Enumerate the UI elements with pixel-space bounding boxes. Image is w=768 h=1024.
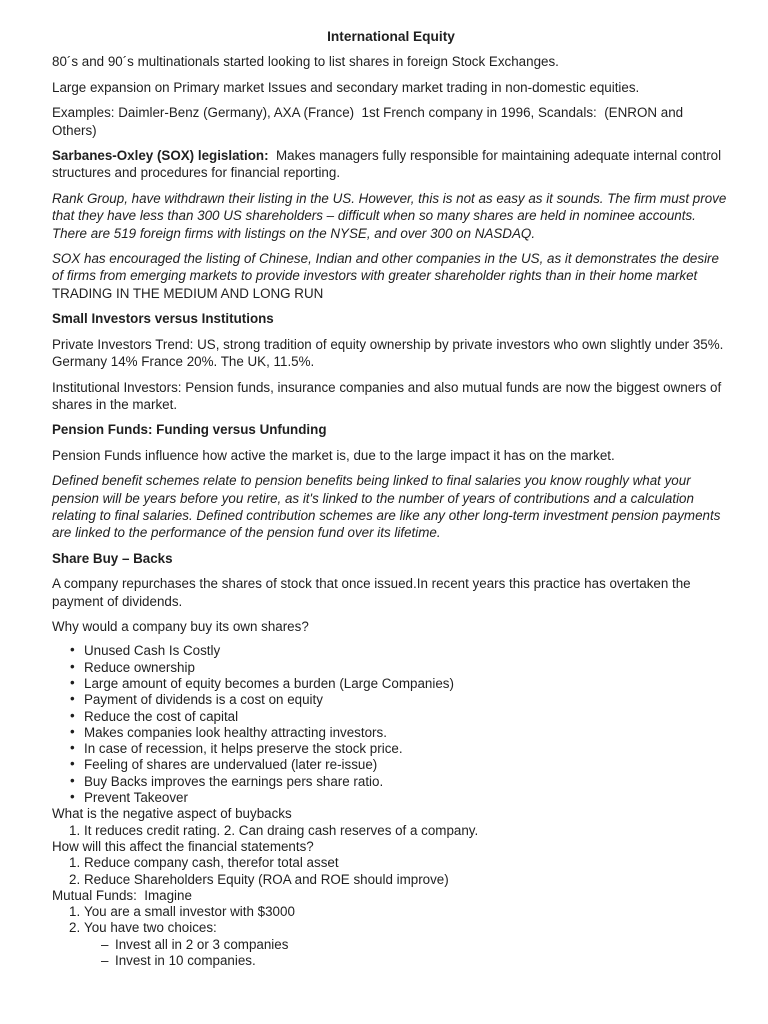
heading-small-investors: Small Investors versus Institutions [52, 311, 274, 327]
mutual-funds-steps-list [52, 904, 730, 937]
heading-pension-funds: Pension Funds: Funding versus Unfunding [52, 422, 327, 438]
numbered-item: Reduce Shareholders Equity (ROA and ROE should improve) [84, 871, 449, 887]
financial-statements-list [52, 855, 730, 888]
doc-title: International Equity [327, 29, 455, 44]
intro-paragraph-1: 80´s and 90´s multinationals started looking to list shares in foreign Stock Exchanges. [52, 54, 559, 70]
buybacks-negative-intro: What is the negative aspect of buybacks [52, 806, 292, 822]
pension-influence-paragraph: Pension Funds influence how active the market is, due to the large impact it has on the market. [52, 447, 615, 463]
sox-legislation-body: Makes managers fully responsible for maintaining adequate internal control structures and procedures for financial reporting. [52, 148, 725, 181]
bullet-item: • Prevent Takeover [69, 790, 730, 806]
private-investors-paragraph: Private Investors Trend: US, strong tradition of equity ownership by private investors who own slightly under 35%. Germany 14% France 20%. The UK, 11.5%. [52, 336, 728, 370]
dash-item: – Invest in 10 companies. [101, 953, 730, 969]
heading-share-buybacks: Share Buy – Backs [52, 550, 173, 566]
sox-emerging-paragraph [52, 250, 730, 302]
buybacks-intro-paragraph: A company repurchases the shares of stock that once issued.In recent years this practice has overtaken the payment of dividends. [52, 576, 695, 609]
numbered-item: You are a small investor with $3000 [84, 904, 295, 920]
buyback-reasons-list [52, 643, 730, 806]
bullet-item: • Payment of dividends is a cost on equity [69, 692, 730, 708]
financial-statements-intro: How will this affect the financial statements? [52, 838, 314, 854]
bullet-item: • Makes companies look healthy attracting investors. [69, 725, 730, 741]
sox-emerging-italic: SOX has encouraged the listing of Chinese, Indian and other companies in the US, as it demonstrates the desire of firms from emerging markets to provide investors with greater shareholder rights than in their home market [52, 251, 723, 284]
intro-paragraph-3: Examples: Daimler-Benz (Germany), AXA (France) 1st French company in 1996, Scandals: (ENRON and Others) [52, 105, 687, 138]
defined-schemes-paragraph: Defined benefit schemes relate to pension benefits being linked to final salaries you know roughly what your pension will be years before you retire, as it's linked to the number of years of contributions and a calculation relating to final salaries. Defined contribution schemes are like any other long-term investment pension payments are linked to the performance of the pension fund over its lifetime. [52, 473, 725, 541]
mutual-funds-intro: Mutual Funds: Imagine [52, 887, 192, 903]
institutional-investors-paragraph: Institutional Investors: Pension funds, insurance companies and also mutual funds are now the biggest owners of shares in the market. [52, 379, 725, 412]
intro-paragraph-2: Large expansion on Primary market Issues and secondary market trading in non-domestic equities. [52, 79, 640, 95]
bullet-item: • Reduce ownership [69, 660, 730, 676]
numbered-item: Reduce company cash, therefor total asset [84, 855, 339, 871]
buybacks-question: Why would a company buy its own shares? [52, 618, 309, 634]
bullet-item: • In case of recession, it helps preserve the stock price. [69, 741, 730, 757]
buybacks-negative-list [52, 823, 730, 839]
sox-legislation-paragraph [52, 147, 730, 182]
numbered-item: You have two choices: [84, 920, 217, 936]
rank-group-paragraph: Rank Group, have withdrawn their listing in the US. However, this is not as easy as it sounds. The firm must prove that they have less than 300 US shareholders – difficult when so many shares are held in nominee accounts. There are 519 foreign firms with listings on the NYSE, and over 300 on NASDAQ. [52, 190, 731, 241]
buybacks-lists-section [52, 643, 730, 969]
bullet-item: • Unused Cash Is Costly [69, 643, 730, 659]
sox-legislation-lead: Sarbanes-Oxley (SOX) legislation: [52, 148, 269, 164]
sox-emerging-tail: TRADING IN THE MEDIUM AND LONG RUN [52, 268, 712, 301]
dash-item: – Invest all in 2 or 3 companies [101, 937, 730, 953]
bullet-item: • Large amount of equity becomes a burden (Large Companies) [69, 676, 730, 692]
bullet-item: • Feeling of shares are undervalued (later re-issue) [69, 757, 730, 773]
bullet-item: • Buy Backs improves the earnings pers share ratio. [69, 774, 730, 790]
numbered-item: It reduces credit rating. 2. Can draing cash reserves of a company. [84, 822, 479, 838]
mutual-funds-choices-list [52, 937, 730, 970]
bullet-item: • Reduce the cost of capital [69, 709, 730, 725]
